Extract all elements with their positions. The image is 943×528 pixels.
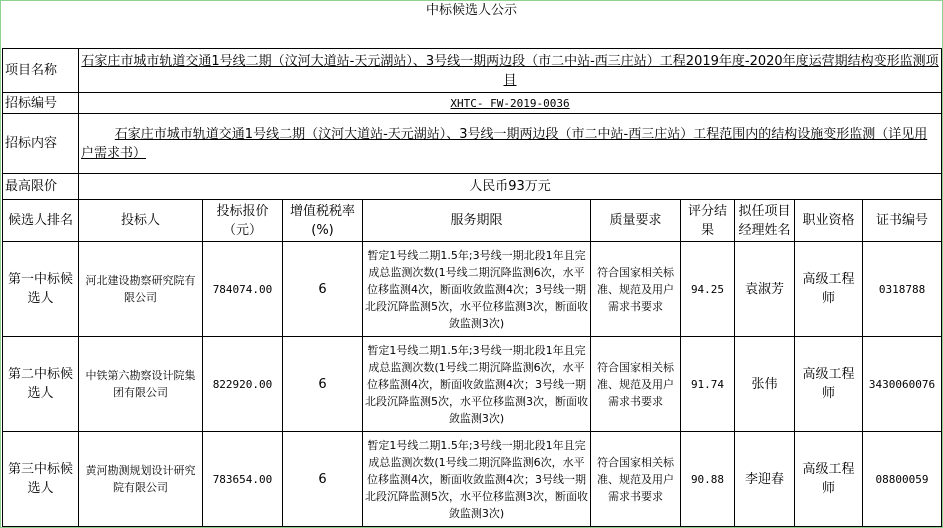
header-cell: 候选人排名: [3, 200, 79, 242]
bidder: 河北建设勘察研究院有限公司: [79, 242, 203, 337]
max-price-label: 最高限价: [3, 174, 79, 200]
price: 822920.00: [203, 337, 283, 432]
manager: 袁淑芳: [735, 242, 795, 337]
score: 94.25: [681, 242, 735, 337]
qualification: 高级工程师: [795, 432, 863, 527]
qualification: 高级工程师: [795, 337, 863, 432]
header-cell: 服务期限: [363, 200, 591, 242]
tender-no-value: XHTC- FW-2019-0036: [79, 93, 942, 114]
header-cell: 评分结果: [681, 200, 735, 242]
quality: 符合国家相关标准、规范及用户需求书要求: [591, 432, 681, 527]
page-title: 中标候选人公示: [425, 3, 517, 18]
project-name-value: 石家庄市城市轨道交通1号线二期（汶河大道站-天元湖站）、3号线一期两边段（市二中站-西三庄站）工程2019年度-2020年度运营期结构变形监测项目: [79, 49, 942, 93]
score: 90.88: [681, 432, 735, 527]
header-cell: 拟任项目经理姓名: [735, 200, 795, 242]
tax: 6: [283, 432, 363, 527]
header-row: [3, 200, 942, 242]
table-row: [3, 432, 942, 527]
bidder: 黄河勘测规划设计研究院有限公司: [79, 432, 203, 527]
cert: 0318788: [863, 242, 942, 337]
price: 784074.00: [203, 242, 283, 337]
period: 暂定1号线二期1.5年;3号线一期北段1年且完成总监测次数(1号线二期沉降监测6次，水平位移监测4次，断面收敛监测4次；3号线一期北段沉降监测5次，水平位移监测3次，断面收敛监测3次): [363, 337, 591, 432]
header-cell: 职业资格: [795, 200, 863, 242]
quality: 符合国家相关标准、规范及用户需求书要求: [591, 337, 681, 432]
period: 暂定1号线二期1.5年;3号线一期北段1年且完成总监测次数(1号线二期沉降监测6次，水平位移监测4次，断面收敛监测4次；3号线一期北段沉降监测5次，水平位移监测3次，断面收敛监测3次): [363, 242, 591, 337]
tax: 6: [283, 337, 363, 432]
project-name-label: 项目名称: [3, 49, 79, 93]
tender-no-label: 招标编号: [3, 93, 79, 114]
header-cell: 证书编号: [863, 200, 942, 242]
table-row: [3, 337, 942, 432]
manager: 张伟: [735, 337, 795, 432]
header-cell: 投标报价（元）: [203, 200, 283, 242]
cert: 3430060076: [863, 337, 942, 432]
tender-content-value: 石家庄市城市轨道交通1号线二期（汶河大道站-天元湖站）、3号线一期两边段（市二中站-西三庄站）工程范围内的结构设施变形监测（详见用户需求书）: [79, 114, 942, 174]
tax: 6: [283, 242, 363, 337]
max-price-value: 人民币93万元: [79, 174, 942, 200]
qualification: 高级工程师: [795, 242, 863, 337]
header-cell: 质量要求: [591, 200, 681, 242]
score: 91.74: [681, 337, 735, 432]
price: 783654.00: [203, 432, 283, 527]
bidder: 中铁第六勘察设计院集团有限公司: [79, 337, 203, 432]
candidate-table: [2, 48, 942, 527]
quality: 符合国家相关标准、规范及用户需求书要求: [591, 242, 681, 337]
rank: 第三中标候选人: [3, 432, 79, 527]
header-cell: 增值税税率(%): [283, 200, 363, 242]
period: 暂定1号线二期1.5年;3号线一期北段1年且完成总监测次数(1号线二期沉降监测6次，水平位移监测4次，断面收敛监测4次；3号线一期北段沉降监测5次，水平位移监测3次，断面收敛监测3次): [363, 432, 591, 527]
header-cell: 投标人: [79, 200, 203, 242]
table-row: [3, 242, 942, 337]
tender-content-label: 招标内容: [3, 114, 79, 174]
rank: 第一中标候选人: [3, 242, 79, 337]
rank: 第二中标候选人: [3, 337, 79, 432]
cert: 08800059: [863, 432, 942, 527]
manager: 李迎春: [735, 432, 795, 527]
